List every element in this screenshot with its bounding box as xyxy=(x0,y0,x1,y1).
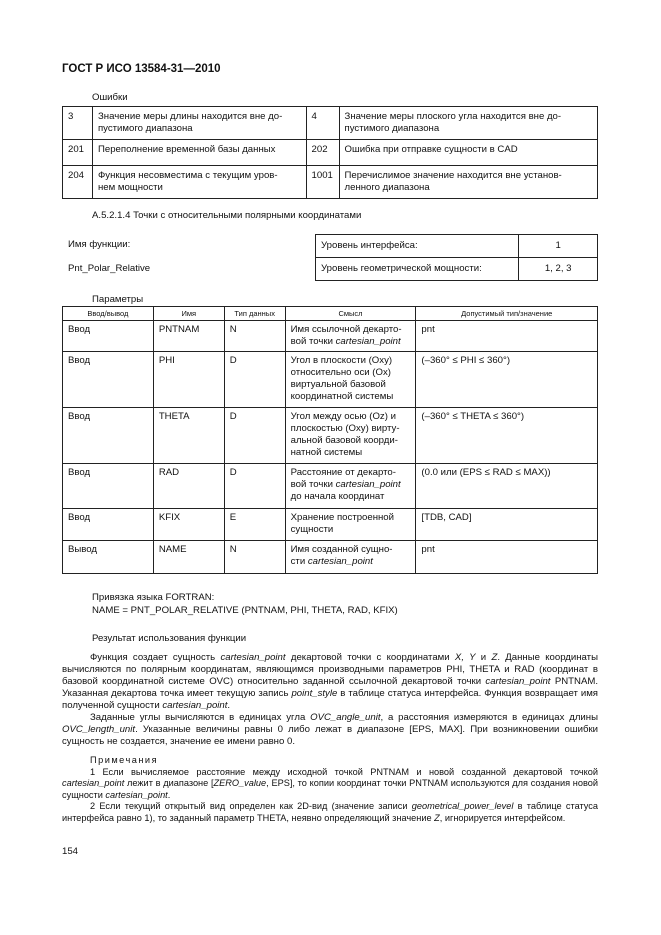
power-level-label: Уровень геометрической мощности: xyxy=(316,258,519,281)
param-allowed-value: (–360° ≤ PHI ≤ 360°) xyxy=(416,352,598,408)
error-code: 202 xyxy=(306,139,339,165)
note-2: 2 Если текущий открытый вид определен как 2D-вид (значение записи geometrical_power_level в таблице статуса интерфейса равно 1), то заданный параметр THETA, неявно определяющий значение Z, игнорируется интерфейсом. xyxy=(62,801,598,823)
param-row xyxy=(63,321,598,352)
param-meaning: Имя созданной сущно- сти cartesian_point xyxy=(285,541,416,574)
error-code: 201 xyxy=(63,139,93,165)
param-io: Ввод xyxy=(63,408,154,464)
param-meaning: Имя ссылочной декарто- вой точки cartesian_point xyxy=(285,321,416,352)
errors-caption: Ошибки xyxy=(92,92,128,103)
param-name: RAD xyxy=(153,464,224,509)
param-type: N xyxy=(224,321,285,352)
param-row xyxy=(63,408,598,464)
error-code: 3 xyxy=(63,107,93,140)
error-message: Значение меры длины находится вне до- пустимого диапазона xyxy=(92,107,306,140)
error-row xyxy=(63,107,598,140)
result-text xyxy=(62,652,598,748)
document-header: ГОСТ Р ИСО 13584-31—2010 xyxy=(62,63,221,75)
param-io: Вывод xyxy=(63,541,154,574)
param-name: NAME xyxy=(153,541,224,574)
error-code: 4 xyxy=(306,107,339,140)
params-table xyxy=(62,306,598,574)
param-meaning: Угол в плоскости (Oxy) относительно оси (Ox) виртуальной базовой координатной системы xyxy=(285,352,416,408)
param-meaning: Хранение построенной сущности xyxy=(285,509,416,541)
param-name: PNTNAM xyxy=(153,321,224,352)
error-code: 1001 xyxy=(306,165,339,198)
section-title: A.5.2.1.4 Точки с относительными полярными координатами xyxy=(92,210,362,221)
error-code: 204 xyxy=(63,165,93,198)
param-allowed-value: (0.0 или (EPS ≤ RAD ≤ MAX)) xyxy=(416,464,598,509)
error-row xyxy=(63,165,598,198)
error-message: Функция несовместима с текущим уров- нем мощности xyxy=(92,165,306,198)
param-row xyxy=(63,509,598,541)
params-header-value: Допустимый тип/значение xyxy=(416,307,598,321)
result-paragraph-2: Заданные углы вычисляются в единицах угла OVC_angle_unit, а расстояния измеряются в единицах длины OVC_length_unit. Указанные величины равны 0 либо лежат в диапазоне [EPS, MAX]. При возникновении ошибки сущность не создается, значение ее имени равно 0. xyxy=(62,711,598,747)
params-header-name: Имя xyxy=(153,307,224,321)
interface-level-label: Уровень интерфейса: xyxy=(316,235,519,258)
page-number: 154 xyxy=(62,846,79,857)
params-header-type: Тип данных xyxy=(224,307,285,321)
error-row xyxy=(63,139,598,165)
binding-label: Привязка языка FORTRAN: xyxy=(92,592,215,603)
function-level-table xyxy=(315,234,598,281)
param-meaning: Угол между осью (Oz) и плоскостью (Oxy) вирту- альной базовой коорди- натной системы xyxy=(285,408,416,464)
param-row xyxy=(63,541,598,574)
result-title: Результат использования функции xyxy=(92,633,247,644)
params-header-io: Ввод/вывод xyxy=(63,307,154,321)
param-meaning: Расстояние от декарто- вой точки cartesian_point до начала координат xyxy=(285,464,416,509)
binding-code: NAME = PNT_POLAR_RELATIVE (PNTNAM, PHI, THETA, RAD, KFIX) xyxy=(92,605,398,616)
notes xyxy=(62,755,598,824)
error-message: Ошибка при отправке сущности в CAD xyxy=(339,139,597,165)
param-type: D xyxy=(224,408,285,464)
param-row xyxy=(63,464,598,509)
param-allowed-value: [TDB, CAD] xyxy=(416,509,598,541)
param-type: N xyxy=(224,541,285,574)
param-allowed-value: pnt xyxy=(416,321,598,352)
param-io: Ввод xyxy=(63,509,154,541)
param-name: PHI xyxy=(153,352,224,408)
param-name: KFIX xyxy=(153,509,224,541)
param-type: D xyxy=(224,464,285,509)
error-message: Перечислимое значение находится вне установ- ленного диапазона xyxy=(339,165,597,198)
error-message: Значение меры плоского угла находится вне до- пустимого диапазона xyxy=(339,107,597,140)
param-type: D xyxy=(224,352,285,408)
power-level-value: 1, 2, 3 xyxy=(519,258,598,281)
param-type: E xyxy=(224,509,285,541)
errors-table xyxy=(62,106,598,199)
param-name: THETA xyxy=(153,408,224,464)
function-name-value: Pnt_Polar_Relative xyxy=(68,263,151,274)
interface-level-value: 1 xyxy=(519,235,598,258)
result-paragraph-1: Функция создает сущность cartesian_point декартовой точки с координатами X, Y и Z. Данные координаты вычисляются по полярным координатам, являющимся производными параметров PHI, THETA и RAD (координат в базовой координатной системе OVC) относительно заданной ссылочной декартовой точки cartesian_point PNTNAM. Указанная декартова точка имеет текущую запись point_style в таблице статуса интерфейса. Функция возвращает имя полученной сущности cartesian_point. xyxy=(62,652,598,711)
param-io: Ввод xyxy=(63,321,154,352)
param-allowed-value: pnt xyxy=(416,541,598,574)
notes-title: Примечания xyxy=(90,755,159,765)
param-row xyxy=(63,352,598,408)
error-message: Переполнение временной базы данных xyxy=(92,139,306,165)
param-io: Ввод xyxy=(63,352,154,408)
note-1: 1 Если вычисляемое расстояние между исходной точкой PNTNAM и новой созданной декартовой точкой cartesian_point лежит в диапазоне [ZERO_value, EPS], то копии координат точки PNTNAM используются для создания новой сущности cartesian_point. xyxy=(62,766,599,800)
param-allowed-value: (–360° ≤ THETA ≤ 360°) xyxy=(416,408,598,464)
function-name-label: Имя функции: xyxy=(68,239,131,250)
params-caption: Параметры xyxy=(92,294,144,305)
param-io: Ввод xyxy=(63,464,154,509)
params-header-meaning: Смысл xyxy=(285,307,416,321)
